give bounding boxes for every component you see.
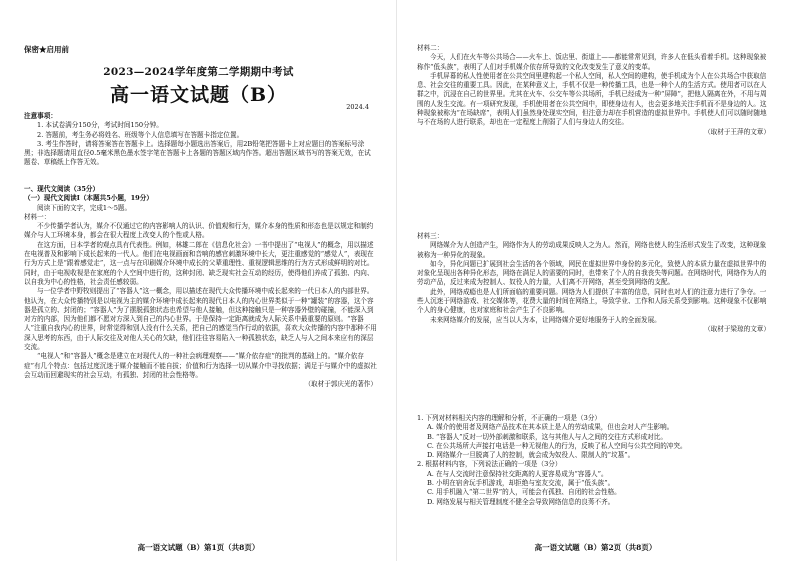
source-note: （取材于郭庆光的著作） xyxy=(304,380,377,389)
page-footer: 高一语文试题（B）第2页（共8页） xyxy=(534,543,657,552)
question-option: A. 媒介的使用者及网络产品技术在其本质上是人的劳动成果，但也会对人产生影响。 xyxy=(427,423,674,432)
exam-title: 2023—2024学年度第二学期期中考试 xyxy=(103,66,294,78)
paragraph: 网络媒介为人创造产生，网络作为人的劳动成果反映人之为人。然而，网络也使人的生活形式发生了改变，这种现象被称为一种异化的现象。 xyxy=(417,241,767,259)
paragraph: 此外，网络成瘾也是人们所面临的重要问题。网络为人们提供了丰富的信息，同时也对人们的注意力进行了争夺。一些人沉迷于网络游戏、社交媒体等，花费大量的时间在网络上，导致学业、工作和人际关系受到影响。这种现象不仅影响个人的身心健康，也对家庭和社会产生了不良影响。 xyxy=(417,287,767,315)
question-option: D. 网络媒介一旦脱离了人的控制，就会成为奴役人、限制人的“坟墓”。 xyxy=(427,451,635,460)
paragraph: 今天，人们在火车等公共场合——火车上、饭店里、街道上——都能常常见到，许多人在低头看着手机。这种现象被称作“低头族”，表明了人们对手机媒介依存所导致的文化改变发生了意义的变革。 xyxy=(417,53,767,71)
paragraph: 如今，异化问题已扩展到社会生活的各个领域，网民在虚拟世界中身份的多元化，致使人的本质力量在虚拟世界中的对象化呈现出各种异化形态，网络在满足人的需要的同时，也带来了个人的自我丧失等问题。在网络时代，网络作为人的劳动产品，反过来成为控制人、奴役人的力量，人们离不开网络，甚至受到网络的支配。 xyxy=(417,259,767,287)
page-footer: 高一语文试题（B）第1页（共8页） xyxy=(137,543,260,552)
material-label: 材料三： xyxy=(417,232,444,240)
page-2 xyxy=(397,0,794,561)
subject-title: 高一语文试题（B） xyxy=(109,84,288,106)
material-label: 材料一： xyxy=(24,212,51,221)
exam-date: 2024.4 xyxy=(346,103,369,111)
question-option: C. 用手机融入“第二世界”的人，可能会有孤独、自闭的社会性格。 xyxy=(427,488,621,497)
notice-heading: 注意事项： xyxy=(24,112,57,120)
notice-item: 3. 考生作答时，请将答案答在答题卡上。选择题每小题选出答案后，用2B铅笔把答题卡上对应题目的答案标号涂黑；非选择题请用直径0.5毫米黑色墨水签字笔在答题卡上各题的答题区域内作答。超出答题区域书写的答案无效，在试题卷、草稿纸上作答无效。 xyxy=(24,139,371,167)
paragraph: 未来网络媒介的发展，应当以人为本，让网络媒介更好地服务于人的全面发展。 xyxy=(430,315,661,324)
question-stem: 2. 根据材料内容，下列说法正确的一项是（3分） xyxy=(417,460,562,469)
notice-item: 1. 本试卷满分150分，考试时间150分钟。 xyxy=(37,121,163,130)
question-option: B. 小明在宿舍玩手机游戏，却拒绝与室友交流，属于“低头族”。 xyxy=(427,479,615,488)
paragraph: “电视人”和“容器人”概念是建立在对现代人的一种社会病理观察——“媒介依存症”的批判的基础上的。“媒介依存症”有几个特点：包括过度沉迷于媒介接触而不能自拔；价值和行为选择一切从媒介中寻找依据；满足于与媒介中的虚拟社会互动而回避现实的社会互动，有孤独、封闭的社会性格等。 xyxy=(24,352,377,379)
notices-block xyxy=(24,112,377,168)
question-option: B. “容器人”反对一切外部刺激和联系，这与其他人与人之间的交往方式形成对比。 xyxy=(427,432,667,441)
question-option: A. 在与人交流时注意保持社交距离的人更容易成为“容器人”。 xyxy=(427,469,608,478)
section-heading: 一、现代文阅读（35分） xyxy=(24,185,100,193)
material-2-block xyxy=(417,44,770,137)
subsection-heading: （一）现代文阅读Ⅰ（本题共5小题，19分） xyxy=(24,194,153,203)
confidential-label: 保密★启用前 xyxy=(24,45,69,54)
questions-block xyxy=(417,414,770,507)
paragraph: 与一位学者中野牧则提出了“容器人”这一概念，用以描述在现代大众传播环境中成长起来的一代日本人的内部世界。他认为，在大众传播特别是以电视为主的媒介环境中成长起来的现代日本人的内心世界类似于一种“罐装”的容器，这个容器是孤立的、封闭的；“容器人”为了摆脱孤独状态也希望与他人接触，但这种接触只是一种容器外壁的碰撞，不能深入到对方的内部，因为他们都不愿对方深入到自己的内心世界。于是保持一定距离就成为人际关系中最重要的原则。“容器人”注重自我内心的世界，时常觉得和别人没有什么关系，把自己的感觉当作行动的依据，喜欢大众传播的内容中那种不用深入思考的东西，由于人际交往及对他人关心的欠缺，他们往往容易陷入一种孤独状态，缺乏人与人之间本来应有的深层交流。 xyxy=(24,287,377,352)
instruction: 阅读下面的文字，完成1～5题。 xyxy=(37,203,132,212)
paragraph: 手机屏幕的私人性使用者在公共空间里建构起一个私人空间，私人空间的建构，使手机成为个人在公共场合中获取信息、社会交往的重要工具。因此，在某种意义上，手机不仅是一种传播工具，也是一种个人的生活方式。使用者可以在人群之中，沉浸在自己的世界里。尤其在火车、公交车等公共场所，手机已经成为一种“屏障”，把他人隔离在外，不用与周围的人发生交流。有一项研究发现，手机使用者在公共空间中，即使身边有人，也会更多地关注手机而不是身边的人。这种现象被称为“在场缺席”，表明人们虽然身处现实空间，但注意力却在手机营造的虚拟世界中。手机使人们可以随时随地与不在场的人进行联系，却也在一定程度上削弱了人们与身边人的交往。 xyxy=(417,71,767,127)
question-option: C. 在公共场所大声接打电话是一种无视他人的行为，反映了私人空间与公共空间的冲突。 xyxy=(427,441,687,450)
source-note: （取材于梁琼的文章） xyxy=(704,324,770,333)
question-stem: 1. 下列对材料相关内容的理解和分析，不正确的一项是（3分） xyxy=(417,414,602,422)
reading-section xyxy=(24,185,377,390)
paragraph: 不少传播学者认为，媒介不仅通过它的内容影响人的认识、价值观和行为，媒介本身的性质和形态也是以规定和制约媒介与人工环境本身，都会在很大程度上改变人的个性或人格。 xyxy=(24,222,374,240)
notice-item: 2. 答题前，考生务必将姓名、班级等个人信息填写在答题卡指定位置。 xyxy=(37,130,244,139)
source-note: （取材于王萍的文章） xyxy=(704,127,770,136)
question-option: D. 网络发展与相关管理制度不健全会导致网络信息的良莠不齐。 xyxy=(427,497,615,506)
material-label: 材料二： xyxy=(417,44,444,52)
paragraph: 在这方面，日本学者的观点具有代表性。例如，林雄二郎在《信息化社会》一书中提出了“电视人”的概念，用以描述在电视普及和影响下成长起来的一代人。他们在电视画面和音响的感官刺激环境中长大，更注重感觉的“感觉人”，表现在行为方式上是“跟着感觉走”，这一点与在印刷媒介环境中成长的父辈重理性、重视逻辑思维的行为方式形成鲜明的对比。同时，由于电视收视是在家庭的个人空间中进行的，这种封闭、缺乏现实社会互动的经历，使得他们养成了孤独、内向、以自我为中心的性格，社会责任感较弱。 xyxy=(24,240,374,286)
material-3-block xyxy=(417,232,770,334)
